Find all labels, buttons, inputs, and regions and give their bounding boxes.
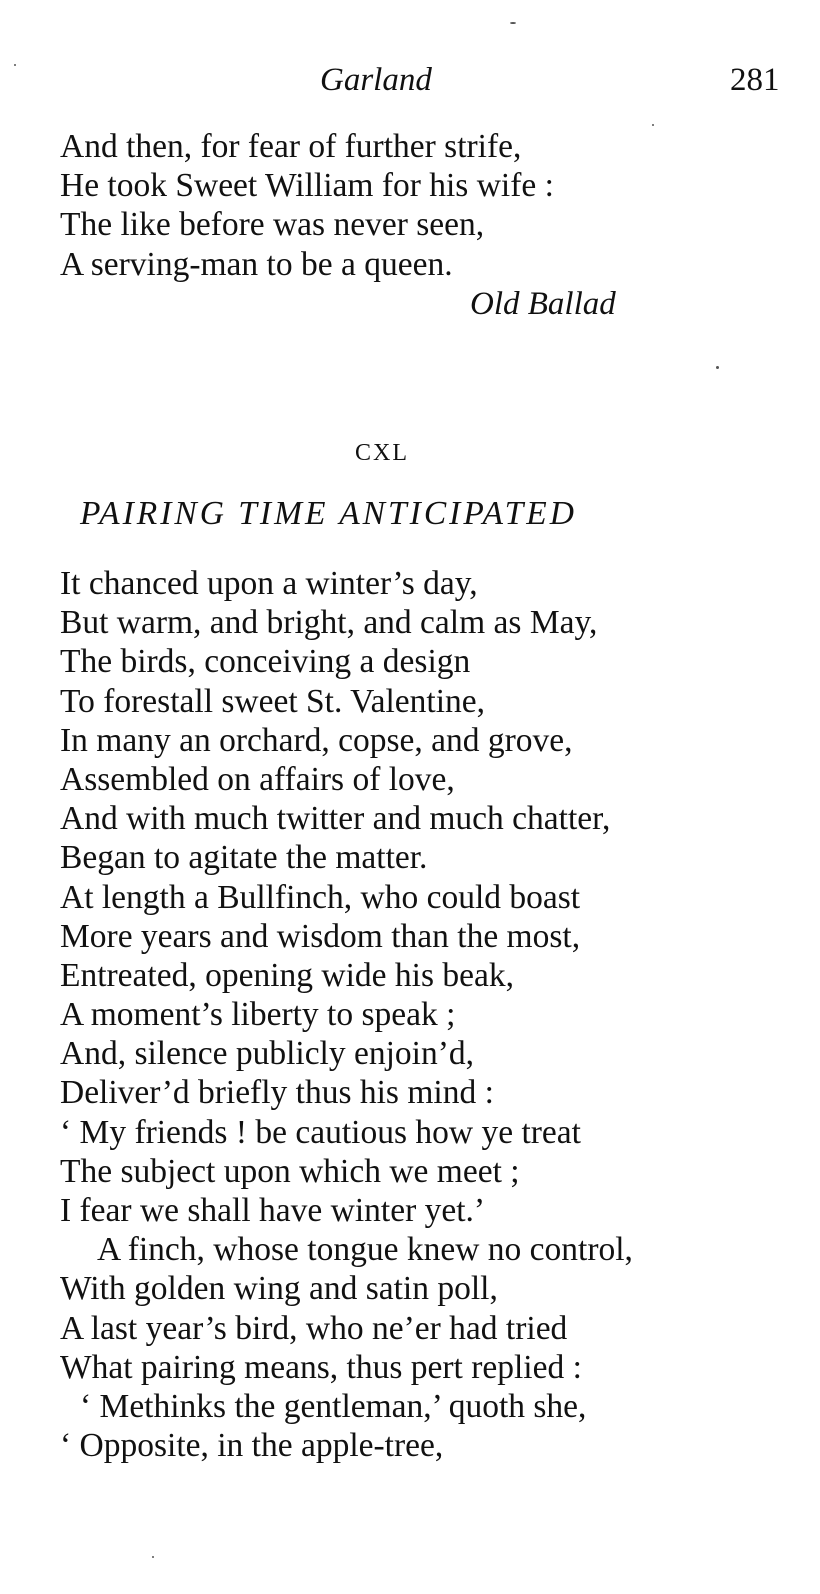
scan-speck xyxy=(716,366,719,369)
verse-line: And with much twitter and much chatter, xyxy=(60,800,611,838)
verse-line: ‘ Opposite, in the apple-tree, xyxy=(60,1427,444,1465)
verse-line: Began to agitate the matter. xyxy=(60,839,428,877)
verse-line: To forestall sweet St. Valentine, xyxy=(60,682,485,720)
verse-line: With golden wing and satin poll, xyxy=(60,1270,498,1308)
verse-line: But warm, and bright, and calm as May, xyxy=(60,604,598,642)
verse-line: I fear we shall have winter yet.’ xyxy=(60,1192,486,1229)
verse-line: A moment’s liberty to speak ; xyxy=(60,996,456,1034)
verse-line: Assembled on affairs of love, xyxy=(60,760,455,798)
verse-line: What pairing means, thus pert replied : xyxy=(60,1348,582,1386)
poem-body xyxy=(60,564,633,1465)
verse-line: ‘ Methinks the gentleman,’ quoth she, xyxy=(80,1387,587,1425)
verse-line: The like before was never seen, xyxy=(60,206,485,244)
verse-line: He took Sweet William for his wife : xyxy=(60,167,554,205)
verse-line: At length a Bullfinch, who could boast xyxy=(60,878,581,916)
verse-line: And then, for fear of further strife, xyxy=(60,128,522,165)
verse-line: It chanced upon a winter’s day, xyxy=(60,565,478,602)
attribution: Old Ballad xyxy=(470,286,616,322)
verse-line: And, silence publicly enjoin’d, xyxy=(60,1035,475,1073)
scan-speck xyxy=(510,22,516,24)
verse-line: A finch, whose tongue knew no control, xyxy=(97,1231,633,1269)
poem-title: PAIRING TIME ANTICIPATED xyxy=(80,495,577,532)
verse-line: In many an orchard, copse, and grove, xyxy=(60,721,573,759)
verse-line: The birds, conceiving a design xyxy=(60,643,471,681)
verse-line: A serving-man to be a queen. xyxy=(60,245,453,283)
verse-line: More years and wisdom than the most, xyxy=(60,917,581,955)
verse-line: The subject upon which we meet ; xyxy=(60,1152,520,1190)
scan-speck xyxy=(652,124,654,126)
running-head xyxy=(0,58,820,102)
scan-speck xyxy=(14,64,16,66)
verse-line: Deliver’d briefly thus his mind : xyxy=(60,1074,494,1112)
verse-line: Entreated, opening wide his beak, xyxy=(60,956,514,994)
poem-number: CXL xyxy=(355,440,409,466)
scan-speck xyxy=(152,1556,154,1558)
running-title: Garland xyxy=(320,62,432,98)
verse-line: ‘ My friends ! be cautious how ye treat xyxy=(60,1113,581,1151)
verse-line: A last year’s bird, who ne’er had tried xyxy=(60,1309,568,1347)
previous-poem-ending xyxy=(60,127,554,284)
page-number: 281 xyxy=(730,62,780,98)
